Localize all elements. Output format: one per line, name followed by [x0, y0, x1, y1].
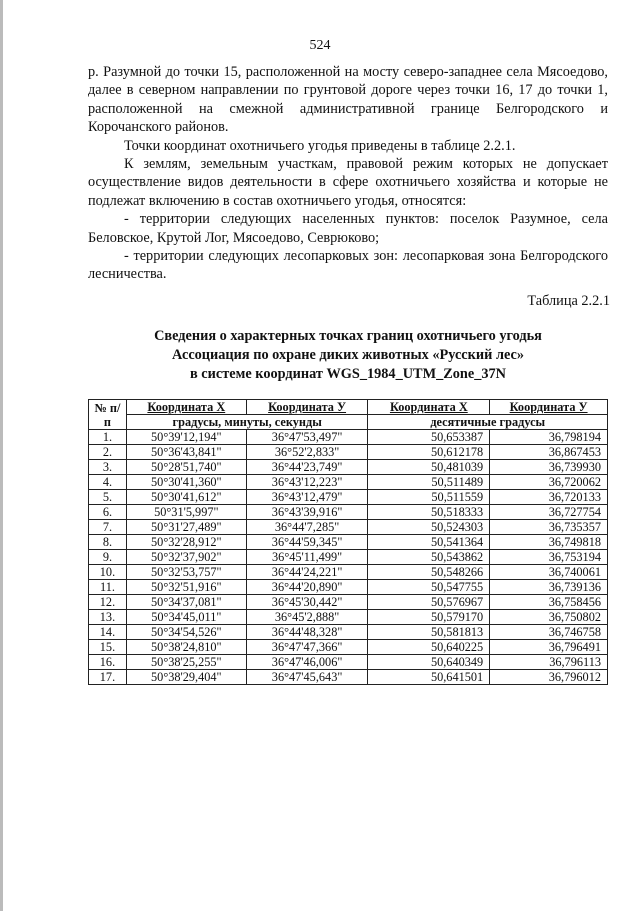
table-cell: 36°45'2,888" — [246, 610, 368, 625]
table-cell: 36,746758 — [490, 625, 608, 640]
table-cell: 50,640349 — [368, 655, 490, 670]
table-cell: 36°52'2,833" — [246, 445, 368, 460]
table-row — [89, 670, 608, 685]
table-row — [89, 565, 608, 580]
table-cell: 36°44'23,749" — [246, 460, 368, 475]
table-cell: 50,481039 — [368, 460, 490, 475]
table-cell: 36,735357 — [490, 520, 608, 535]
page-edge-shadow — [0, 0, 3, 911]
table-cell: 50°32'51,916" — [126, 580, 246, 595]
table-cell: 50°32'53,757" — [126, 565, 246, 580]
table-cell: 36°47'53,497" — [246, 430, 368, 445]
table-body — [89, 430, 608, 685]
table-row — [89, 625, 608, 640]
table-row — [89, 595, 608, 610]
table-cell: 50°31'27,489" — [126, 520, 246, 535]
table-cell: 36,753194 — [490, 550, 608, 565]
table-cell: 50,576967 — [368, 595, 490, 610]
table-cell: 50°32'28,912" — [126, 535, 246, 550]
list-item: - территории следующих населенных пунктов: поселок Разумное, села Беловское, Крутой Лог, Мясоедово, Севрюково; — [88, 211, 608, 246]
table-cell: 36°47'45,643" — [246, 670, 368, 685]
table-cell: 36,796113 — [490, 655, 608, 670]
table-row — [89, 535, 608, 550]
table-cell: 50°31'5,997" — [126, 505, 246, 520]
subheader-dec: десятичные градусы — [368, 415, 608, 430]
table-cell: 36°44'48,328" — [246, 625, 368, 640]
table-cell: 36,727754 — [490, 505, 608, 520]
table-cell: 17. — [89, 670, 127, 685]
table-cell: 36°45'30,442" — [246, 595, 368, 610]
table-title-line: в системе координат WGS_1984_UTM_Zone_37N — [190, 366, 506, 382]
table-cell: 50,640225 — [368, 640, 490, 655]
table-cell: 36,739930 — [490, 460, 608, 475]
table-cell: 50,543862 — [368, 550, 490, 565]
table-cell: 50°34'37,081" — [126, 595, 246, 610]
table-cell: 36,720133 — [490, 490, 608, 505]
column-header: Координата Х — [368, 400, 490, 415]
table-cell: 50°28'51,740" — [126, 460, 246, 475]
table-cell: 36°45'11,499" — [246, 550, 368, 565]
table-cell: 8. — [89, 535, 127, 550]
table-title-line: Ассоциация по охране диких животных «Русский лес» — [172, 347, 524, 363]
table-cell: 16. — [89, 655, 127, 670]
table-cell: 50,641501 — [368, 670, 490, 685]
table-cell: 36°44'7,285" — [246, 520, 368, 535]
table-cell: 36,796491 — [490, 640, 608, 655]
table-cell: 9. — [89, 550, 127, 565]
table-cell: 36,720062 — [490, 475, 608, 490]
table-caption: Таблица 2.2.1 — [527, 293, 610, 309]
table-cell: 36,749818 — [490, 535, 608, 550]
page-number: 524 — [309, 38, 331, 53]
table-cell: 36,798194 — [490, 430, 608, 445]
table-cell: 3. — [89, 460, 127, 475]
table-cell: 50°30'41,360" — [126, 475, 246, 490]
table-cell: 36°43'39,916" — [246, 505, 368, 520]
num-header: № п/п — [89, 400, 127, 430]
table-row — [89, 655, 608, 670]
table-row — [89, 505, 608, 520]
table-cell: 50,547755 — [368, 580, 490, 595]
table-cell: 50,548266 — [368, 565, 490, 580]
table-cell: 50,612178 — [368, 445, 490, 460]
table-cell: 50,511489 — [368, 475, 490, 490]
table-cell: 36°43'12,223" — [246, 475, 368, 490]
table-cell: 4. — [89, 475, 127, 490]
table-row — [89, 445, 608, 460]
table-cell: 36,867453 — [490, 445, 608, 460]
table-row — [89, 550, 608, 565]
table-cell: 50,653387 — [368, 430, 490, 445]
table-cell: 50°36'43,841" — [126, 445, 246, 460]
table-row — [89, 640, 608, 655]
table-title — [88, 327, 608, 384]
table-cell: 50°39'12,194" — [126, 430, 246, 445]
table-cell: 13. — [89, 610, 127, 625]
table-row — [89, 580, 608, 595]
paragraph: К землям, земельным участкам, правовой режим которых не допускает осуществление видов деятельности в сфере охотничьего хозяйства и которые не подлежат включению в состав охотничьего угодья, относятся: — [88, 156, 608, 209]
table-cell: 36°44'20,890" — [246, 580, 368, 595]
table-cell: 36,796012 — [490, 670, 608, 685]
table-row — [89, 490, 608, 505]
table-row — [89, 475, 608, 490]
paragraph: р. Разумной до точки 15, расположенной на мосту северо-западнее села Мясоедово, далее в северном направлении по грунтовой дороге через точки 16, 17 до точки 1, расположенной на смежной административной границе Белгородского и Корочанского районов. — [88, 64, 608, 136]
table-cell: 12. — [89, 595, 127, 610]
table-cell: 36,750802 — [490, 610, 608, 625]
column-header: Координата У — [246, 400, 368, 415]
table-cell: 50,541364 — [368, 535, 490, 550]
table-cell: 50,524303 — [368, 520, 490, 535]
table-cell: 5. — [89, 490, 127, 505]
table-cell: 50°34'45,011" — [126, 610, 246, 625]
body-text — [88, 63, 608, 284]
table-cell: 36,740061 — [490, 565, 608, 580]
table-cell: 36,758456 — [490, 595, 608, 610]
table-cell: 50°34'54,526" — [126, 625, 246, 640]
table-cell: 36°47'46,006" — [246, 655, 368, 670]
table-cell: 10. — [89, 565, 127, 580]
subheader-dms: градусы, минуты, секунды — [126, 415, 368, 430]
table-cell: 36°47'47,366" — [246, 640, 368, 655]
table-row — [89, 430, 608, 445]
table-cell: 36°43'12,479" — [246, 490, 368, 505]
paragraph: Точки координат охотничьего угодья приведены в таблице 2.2.1. — [124, 137, 516, 154]
table-cell: 36°44'24,221" — [246, 565, 368, 580]
table-cell: 11. — [89, 580, 127, 595]
table-cell: 50,518333 — [368, 505, 490, 520]
table-row — [89, 520, 608, 535]
table-cell: 50,511559 — [368, 490, 490, 505]
list-item: - территории следующих лесопарковых зон: лесопарковая зона Белгородского лесничества. — [88, 248, 608, 283]
table-cell: 50°38'25,255" — [126, 655, 246, 670]
table-cell: 6. — [89, 505, 127, 520]
coordinates-table — [88, 399, 608, 685]
table-cell: 50°38'24,810" — [126, 640, 246, 655]
table-cell: 36,739136 — [490, 580, 608, 595]
table-cell: 7. — [89, 520, 127, 535]
table-row — [89, 610, 608, 625]
table-cell: 36°44'59,345" — [246, 535, 368, 550]
table-cell: 50,581813 — [368, 625, 490, 640]
table-row — [89, 460, 608, 475]
table-cell: 50°30'41,612" — [126, 490, 246, 505]
table-cell: 50,579170 — [368, 610, 490, 625]
column-header: Координата У — [490, 400, 608, 415]
table-cell: 14. — [89, 625, 127, 640]
table-cell: 50°38'29,404" — [126, 670, 246, 685]
table-cell: 1. — [89, 430, 127, 445]
table-cell: 2. — [89, 445, 127, 460]
table-cell: 50°32'37,902" — [126, 550, 246, 565]
table-title-line: Сведения о характерных точках границ охотничьего угодья — [154, 328, 542, 344]
table-cell: 15. — [89, 640, 127, 655]
column-header: Координата Х — [126, 400, 246, 415]
